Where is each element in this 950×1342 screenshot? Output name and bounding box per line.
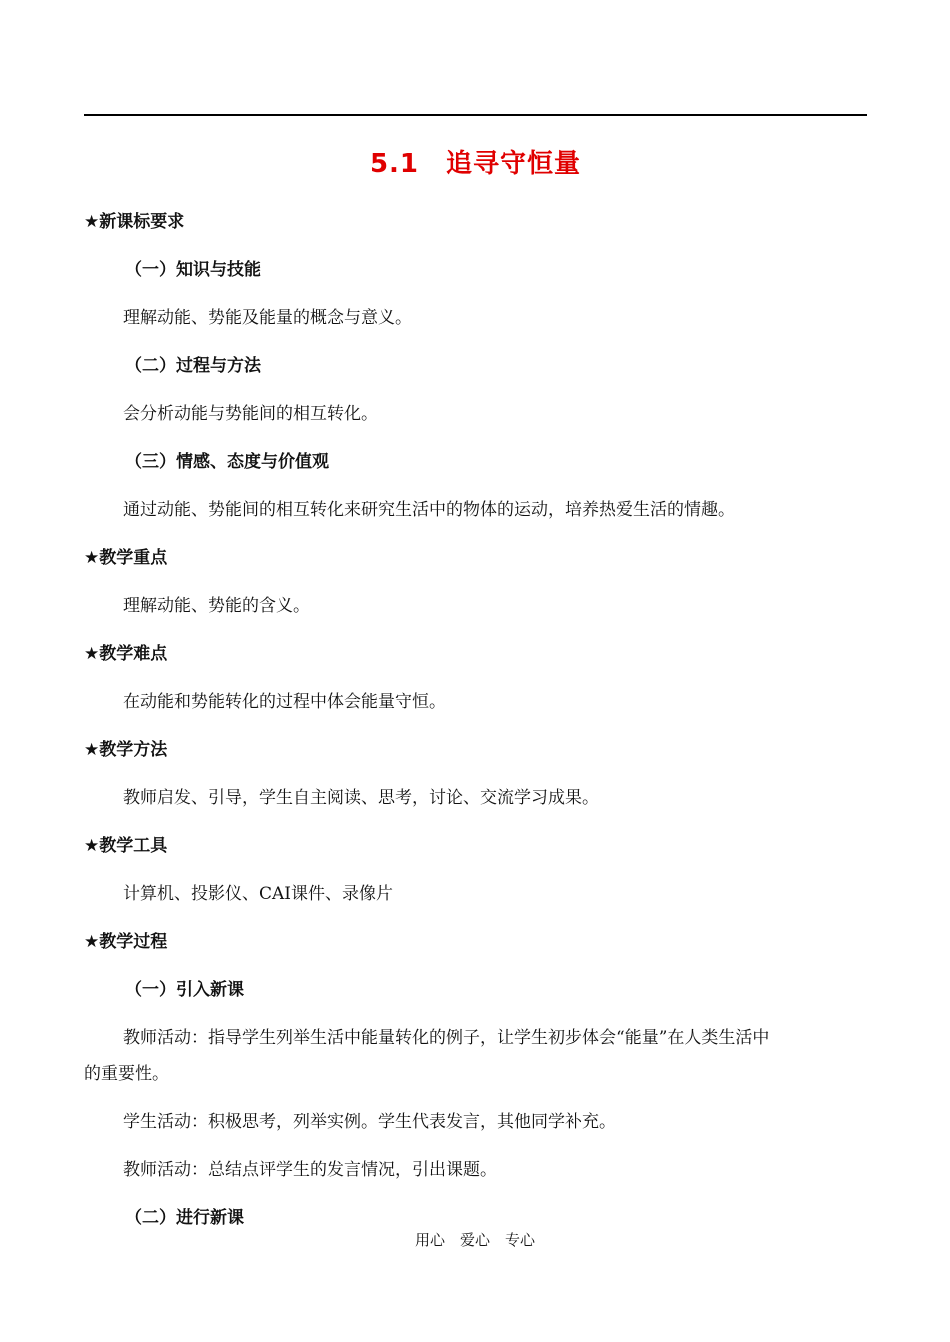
subheading-new-lesson: （二）进行新课 (125, 1208, 244, 1228)
page-footer: 用心 爱心 专心 (414, 1231, 535, 1249)
subheading-intro: （一）引入新课 (125, 980, 244, 1000)
subheading-process: （二）过程与方法 (125, 356, 261, 376)
heading-process: ★教学过程 (84, 932, 168, 952)
paragraph: 教师活动：指导学生列举生活中能量转化的例子，让学生初步体会“能量”在人类生活中 (123, 1028, 770, 1048)
paragraph: 学生活动：积极思考，列举实例。学生代表发言，其他同学补充。 (123, 1112, 616, 1132)
paragraph: 教师启发、引导，学生自主阅读、思考，讨论、交流学习成果。 (123, 788, 599, 808)
paragraph: 在动能和势能转化的过程中体会能量守恒。 (123, 692, 446, 712)
paragraph: 会分析动能与势能间的相互转化。 (123, 404, 378, 424)
header-rule (84, 114, 867, 116)
heading-curriculum: ★新课标要求 (84, 212, 185, 232)
subheading-values: （三）情感、态度与价值观 (125, 452, 329, 472)
paragraph: 教师活动：总结点评学生的发言情况，引出课题。 (123, 1160, 497, 1180)
paragraph: 理解动能、势能的含义。 (123, 596, 310, 616)
subheading-knowledge: （一）知识与技能 (125, 260, 261, 280)
paragraph-continuation: 的重要性。 (84, 1064, 169, 1084)
heading-tools: ★教学工具 (84, 836, 168, 856)
heading-methods: ★教学方法 (84, 740, 168, 760)
heading-difficulties: ★教学难点 (84, 644, 168, 664)
paragraph: 通过动能、势能间的相互转化来研究生活中的物体的运动，培养热爱生活的情趣。 (123, 500, 735, 520)
page-title: 5.1 追寻守恒量 (369, 149, 582, 179)
paragraph: 理解动能、势能及能量的概念与意义。 (123, 308, 412, 328)
paragraph: 计算机、投影仪、CAI课件、录像片 (123, 884, 393, 904)
heading-key-points: ★教学重点 (84, 548, 168, 568)
